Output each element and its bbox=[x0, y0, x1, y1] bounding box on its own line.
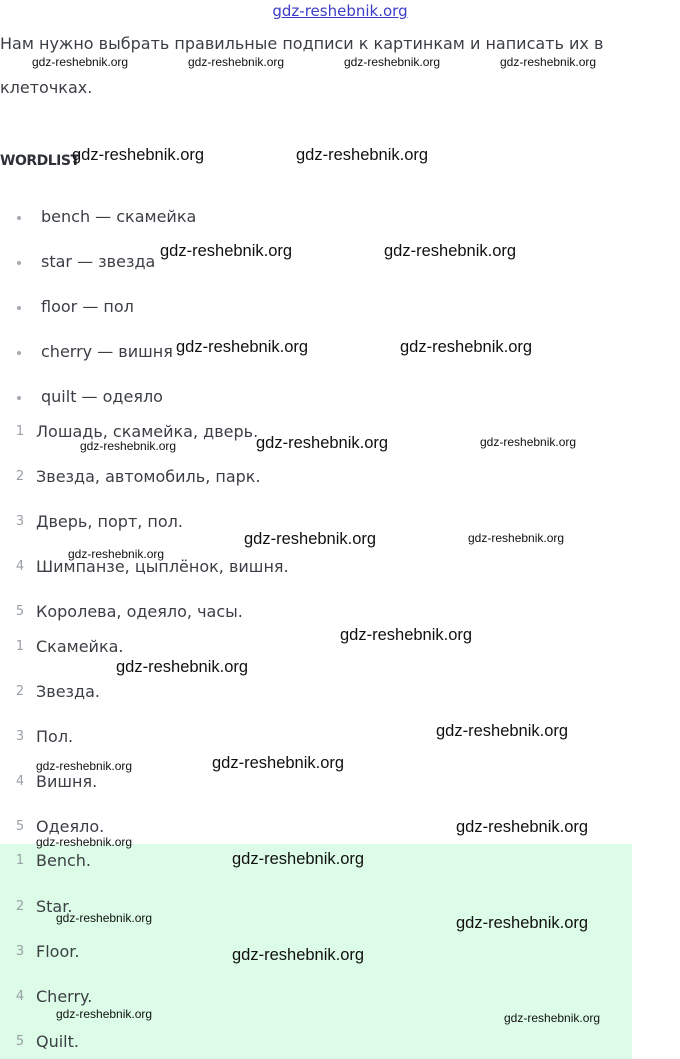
bullet-icon bbox=[17, 396, 21, 400]
wordlist-entry: star — звезда bbox=[41, 252, 156, 271]
item-number: 1 bbox=[15, 424, 25, 439]
item-number: 2 bbox=[15, 684, 25, 699]
watermark: gdz-reshebnik.org bbox=[456, 818, 589, 836]
item-text: Star. bbox=[36, 897, 73, 916]
site-banner-link[interactable]: gdz-reshebnik.org bbox=[272, 2, 408, 20]
item-number: 4 bbox=[15, 559, 25, 574]
watermark: gdz-reshebnik.org bbox=[36, 835, 133, 849]
item-number: 1 bbox=[15, 639, 25, 654]
item-number: 1 bbox=[15, 853, 25, 868]
watermark: gdz-reshebnik.org bbox=[344, 55, 441, 69]
watermark: gdz-reshebnik.org bbox=[500, 55, 597, 69]
bullet-icon bbox=[17, 351, 21, 355]
watermark: gdz-reshebnik.org bbox=[68, 547, 165, 561]
item-number: 2 bbox=[15, 899, 25, 914]
item-text: Вишня. bbox=[36, 772, 98, 791]
item-text: Дверь, порт, пол. bbox=[36, 512, 183, 531]
wordlist-heading: WORDLIST bbox=[0, 153, 80, 169]
watermark: gdz-reshebnik.org bbox=[436, 722, 569, 740]
item-number: 5 bbox=[15, 819, 25, 834]
item-text: Quilt. bbox=[36, 1032, 79, 1051]
item-text: Шимпанзе, цыплёнок, вишня. bbox=[36, 557, 289, 576]
watermark: gdz-reshebnik.org bbox=[480, 435, 577, 449]
watermark: gdz-reshebnik.org bbox=[56, 911, 153, 925]
wordlist-entry: bench — скамейка bbox=[41, 207, 197, 226]
wordlist-entry: floor — пол bbox=[41, 297, 134, 316]
item-text: Bench. bbox=[36, 851, 91, 870]
watermark: gdz-reshebnik.org bbox=[56, 1007, 153, 1021]
watermark: gdz-reshebnik.org bbox=[504, 1011, 601, 1025]
watermark: gdz-reshebnik.org bbox=[232, 946, 365, 964]
bullet-icon bbox=[17, 306, 21, 310]
intro-line-1: Нам нужно выбрать правильные подписи к картинкам и написать их в bbox=[0, 34, 604, 53]
watermark: gdz-reshebnik.org bbox=[384, 242, 517, 260]
watermark: gdz-reshebnik.org bbox=[72, 146, 205, 164]
watermark: gdz-reshebnik.org bbox=[244, 530, 377, 548]
item-text: Звезда, автомобиль, парк. bbox=[36, 467, 261, 486]
watermark: gdz-reshebnik.org bbox=[176, 338, 309, 356]
watermark: gdz-reshebnik.org bbox=[256, 434, 389, 452]
watermark: gdz-reshebnik.org bbox=[188, 55, 285, 69]
intro-line-2: клеточках. bbox=[0, 78, 93, 97]
item-number: 5 bbox=[15, 1034, 25, 1049]
watermark: gdz-reshebnik.org bbox=[32, 55, 129, 69]
item-text: Звезда. bbox=[36, 682, 100, 701]
wordlist-entry: cherry — вишня bbox=[41, 342, 173, 361]
item-number: 2 bbox=[15, 469, 25, 484]
watermark: gdz-reshebnik.org bbox=[340, 626, 473, 644]
watermark: gdz-reshebnik.org bbox=[232, 850, 365, 868]
item-number: 4 bbox=[15, 774, 25, 789]
watermark: gdz-reshebnik.org bbox=[296, 146, 429, 164]
item-text: Скамейка. bbox=[36, 637, 124, 656]
bullet-icon bbox=[17, 216, 21, 220]
watermark: gdz-reshebnik.org bbox=[36, 759, 133, 773]
watermark: gdz-reshebnik.org bbox=[160, 242, 293, 260]
item-text: Cherry. bbox=[36, 987, 93, 1006]
item-text: Королева, одеяло, часы. bbox=[36, 602, 243, 621]
item-text: Лошадь, скамейка, дверь. bbox=[36, 422, 259, 441]
item-number: 3 bbox=[15, 514, 25, 529]
wordlist-entry: quilt — одеяло bbox=[41, 387, 163, 406]
item-text: Пол. bbox=[36, 727, 74, 746]
watermark: gdz-reshebnik.org bbox=[212, 754, 345, 772]
watermark: gdz-reshebnik.org bbox=[116, 658, 249, 676]
watermark: gdz-reshebnik.org bbox=[80, 439, 177, 453]
item-text: Floor. bbox=[36, 942, 80, 961]
item-text: Одеяло. bbox=[36, 817, 105, 836]
item-number: 3 bbox=[15, 944, 25, 959]
watermark: gdz-reshebnik.org bbox=[468, 531, 565, 545]
item-number: 5 bbox=[15, 604, 25, 619]
watermark: gdz-reshebnik.org bbox=[456, 914, 589, 932]
item-number: 3 bbox=[15, 729, 25, 744]
watermark: gdz-reshebnik.org bbox=[400, 338, 533, 356]
translation-list bbox=[0, 636, 680, 841]
item-number: 4 bbox=[15, 989, 25, 1004]
bullet-icon bbox=[17, 261, 21, 265]
